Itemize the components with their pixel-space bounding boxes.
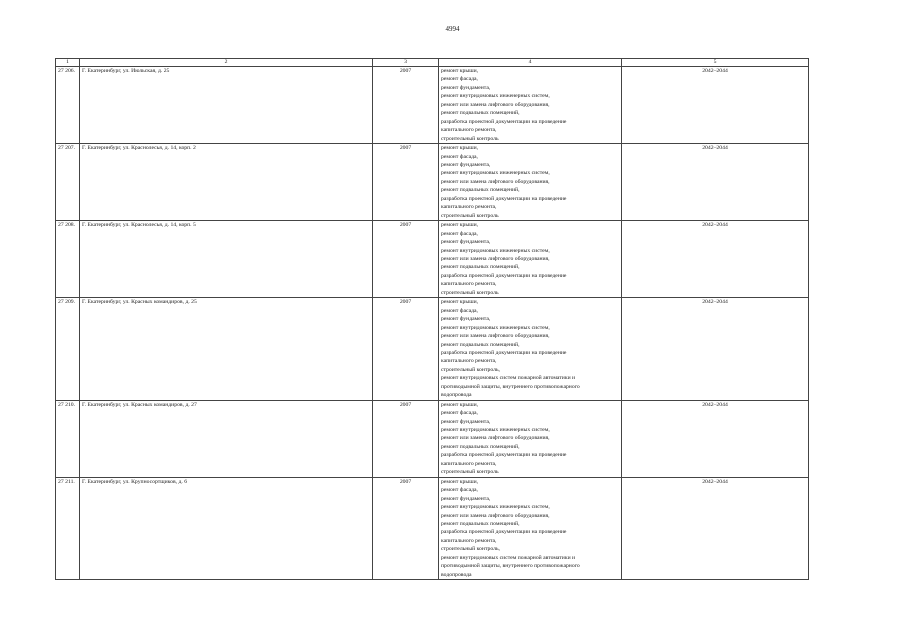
work-item: строительный контроль — [441, 289, 499, 296]
row-number: 27 208. — [56, 221, 80, 298]
work-item: ремонт внутридомовых систем пожарной автоматики и — [441, 375, 576, 382]
work-item: противодымной защиты, внутреннего противопожарного — [441, 383, 580, 390]
work-item: водопровода — [441, 571, 472, 578]
repair-period: 2042–2044 — [622, 477, 809, 579]
row-number: 27 207. — [56, 144, 80, 221]
work-item: капитального ремонта, — [441, 204, 497, 211]
work-item: разработка проектной документации на проведение — [441, 452, 567, 459]
work-item: ремонт фасада, — [441, 410, 478, 417]
survey-year: 2007 — [373, 477, 439, 579]
table-row — [56, 221, 809, 298]
work-item: строительный контроль, — [441, 366, 500, 373]
row-number: 27 210. — [56, 400, 80, 477]
work-item: разработка проектной документации на проведение — [441, 349, 567, 356]
table-row — [56, 67, 809, 144]
works-list — [439, 221, 622, 298]
work-item: ремонт подвальных помещений, — [441, 341, 520, 348]
work-item: ремонт крыши, — [441, 145, 479, 152]
work-item: ремонт подвальных помещений, — [441, 187, 520, 194]
work-item: ремонт внутридомовых инженерных систем, — [441, 504, 550, 511]
work-item: ремонт или замена лифтового оборудования, — [441, 512, 550, 519]
column-header-1: 1 — [56, 59, 80, 67]
row-number: 27 211. — [56, 477, 80, 579]
work-item: строительный контроль — [441, 135, 499, 142]
table-body — [56, 67, 809, 580]
house-address: Г. Екатеринбург, ул. Июльская, д. 25 — [80, 67, 373, 144]
work-item: ремонт крыши, — [441, 299, 479, 306]
row-number: 27 206. — [56, 67, 80, 144]
repair-period: 2042–2044 — [622, 298, 809, 400]
work-item: ремонт подвальных помещений, — [441, 443, 520, 450]
work-item: ремонт крыши, — [441, 478, 479, 485]
work-item: ремонт внутридомовых инженерных систем, — [441, 427, 550, 434]
work-item: ремонт фундамента, — [441, 418, 491, 425]
repair-period: 2042–2044 — [622, 144, 809, 221]
work-item: ремонт фасада, — [441, 76, 478, 83]
work-item: строительный контроль — [441, 212, 499, 219]
work-item: строительный контроль, — [441, 546, 500, 553]
work-item: капитального ремонта, — [441, 281, 497, 288]
work-item: ремонт фасада, — [441, 153, 478, 160]
repair-period: 2042–2044 — [622, 67, 809, 144]
work-item: ремонт подвальных помещений, — [441, 264, 520, 271]
work-item: капитального ремонта, — [441, 127, 497, 134]
work-item: ремонт внутридомовых инженерных систем, — [441, 93, 550, 100]
repair-period: 2042–2044 — [622, 400, 809, 477]
work-item: ремонт или замена лифтового оборудования, — [441, 435, 550, 442]
survey-year: 2007 — [373, 144, 439, 221]
column-header-4: 4 — [439, 59, 622, 67]
work-item: ремонт фундамента, — [441, 495, 491, 502]
work-item: ремонт фундамента, — [441, 316, 491, 323]
work-item: ремонт фундамента, — [441, 161, 491, 168]
work-item: ремонт внутридомовых инженерных систем, — [441, 170, 550, 177]
work-item: ремонт внутридомовых систем пожарной автоматики и — [441, 554, 576, 561]
work-item: ремонт фундамента, — [441, 84, 491, 91]
page-number: 4994 — [445, 25, 460, 33]
work-item: ремонт крыши, — [441, 222, 479, 229]
work-item: ремонт или замена лифтового оборудования, — [441, 178, 550, 185]
work-item: разработка проектной документации на проведение — [441, 195, 567, 202]
works-list — [439, 67, 622, 144]
work-item: противодымной защиты, внутреннего противопожарного — [441, 563, 580, 570]
work-item: ремонт фасада, — [441, 487, 478, 494]
works-list — [439, 477, 622, 579]
column-header-3: 3 — [373, 59, 439, 67]
works-list — [439, 400, 622, 477]
table-row — [56, 298, 809, 400]
table-row — [56, 477, 809, 579]
work-item: ремонт фундамента, — [441, 239, 491, 246]
house-address: Г. Екатеринбург, ул. Красных командиров, д. 27 — [80, 400, 373, 477]
work-item: капитального ремонта, — [441, 537, 497, 544]
work-item: ремонт подвальных помещений, — [441, 110, 520, 117]
column-header-2: 2 — [80, 59, 373, 67]
survey-year: 2007 — [373, 400, 439, 477]
works-list — [439, 144, 622, 221]
work-item: разработка проектной документации на проведение — [441, 272, 567, 279]
table-row — [56, 144, 809, 221]
registry-table — [55, 58, 809, 580]
work-item: ремонт крыши, — [441, 68, 479, 74]
work-item: ремонт внутридомовых инженерных систем, — [441, 324, 550, 331]
work-item: капитального ремонта, — [441, 460, 497, 467]
work-item: ремонт или замена лифтового оборудования, — [441, 101, 550, 108]
row-number: 27 209. — [56, 298, 80, 400]
house-address: Г. Екатеринбург, ул. Краснолесья, д. 14, корп. 2 — [80, 144, 373, 221]
work-item: ремонт или замена лифтового оборудования, — [441, 333, 550, 340]
work-item: ремонт внутридомовых инженерных систем, — [441, 247, 550, 254]
work-item: ремонт крыши, — [441, 401, 479, 408]
work-item: разработка проектной документации на проведение — [441, 118, 567, 125]
survey-year: 2007 — [373, 298, 439, 400]
work-item: капитального ремонта, — [441, 358, 497, 365]
work-item: разработка проектной документации на проведение — [441, 529, 567, 536]
work-item: водопровода — [441, 392, 472, 399]
works-list — [439, 298, 622, 400]
repair-period: 2042–2044 — [622, 221, 809, 298]
table-row — [56, 400, 809, 477]
house-address: Г. Екатеринбург, ул. Красных командиров, д. 25 — [80, 298, 373, 400]
work-item: ремонт фасада, — [441, 307, 478, 314]
survey-year: 2007 — [373, 221, 439, 298]
house-address: Г. Екатеринбург, ул. Крупносортщиков, д. 6 — [80, 477, 373, 579]
work-item: строительный контроль — [441, 469, 499, 476]
table-header-row — [56, 59, 809, 67]
work-item: ремонт фасада, — [441, 230, 478, 237]
column-header-5: 5 — [622, 59, 809, 67]
work-item: ремонт подвальных помещений, — [441, 521, 520, 528]
work-item: ремонт или замена лифтового оборудования, — [441, 255, 550, 262]
survey-year: 2007 — [373, 67, 439, 144]
house-address: Г. Екатеринбург, ул. Краснолесья, д. 14, корп. 5 — [80, 221, 373, 298]
